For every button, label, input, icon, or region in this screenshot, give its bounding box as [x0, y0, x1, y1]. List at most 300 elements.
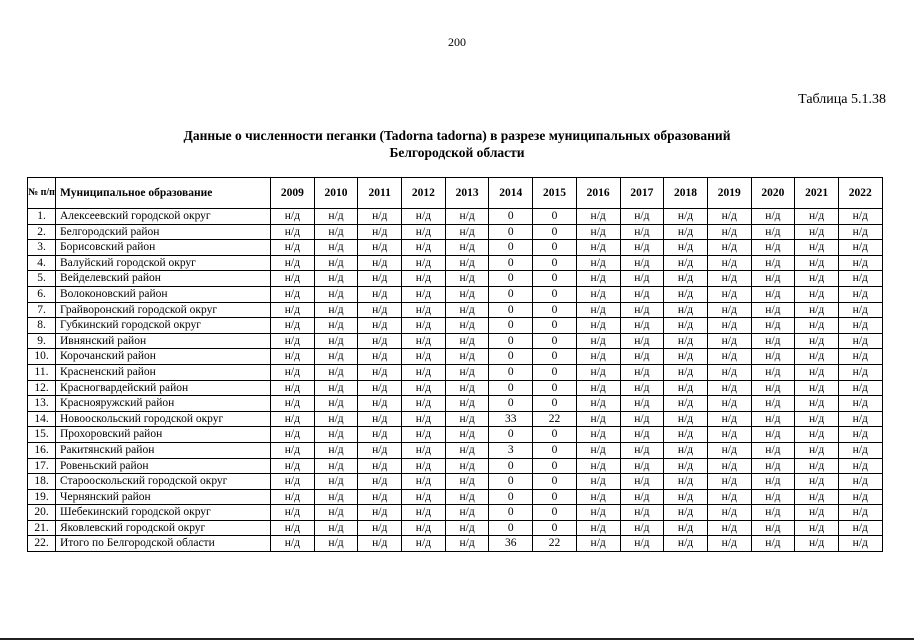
- count-cell: н/д: [664, 442, 708, 458]
- count-cell: н/д: [358, 318, 402, 334]
- count-cell: н/д: [620, 302, 664, 318]
- count-cell: н/д: [271, 458, 315, 474]
- count-cell: н/д: [620, 349, 664, 365]
- count-cell: 0: [533, 209, 577, 225]
- header-year: 2009: [271, 178, 315, 209]
- count-cell: 0: [533, 505, 577, 521]
- count-cell: н/д: [795, 505, 839, 521]
- count-cell: н/д: [576, 489, 620, 505]
- row-number: 1.: [28, 209, 56, 225]
- count-cell: н/д: [402, 318, 446, 334]
- population-table: [27, 177, 883, 552]
- count-cell: н/д: [358, 520, 402, 536]
- municipality-name: Корочанский район: [56, 349, 271, 365]
- row-number: 11.: [28, 364, 56, 380]
- count-cell: н/д: [620, 255, 664, 271]
- count-cell: н/д: [271, 505, 315, 521]
- count-cell: н/д: [707, 286, 751, 302]
- count-cell: н/д: [576, 396, 620, 412]
- count-cell: н/д: [795, 271, 839, 287]
- count-cell: н/д: [402, 271, 446, 287]
- table-row: [28, 333, 883, 349]
- count-cell: н/д: [664, 520, 708, 536]
- count-cell: н/д: [314, 286, 358, 302]
- row-number: 4.: [28, 255, 56, 271]
- count-cell: н/д: [314, 505, 358, 521]
- municipality-name: Чернянский район: [56, 489, 271, 505]
- count-cell: н/д: [314, 349, 358, 365]
- count-cell: н/д: [707, 474, 751, 490]
- municipality-name: Грайворонский городской округ: [56, 302, 271, 318]
- municipality-name: Ракитянский район: [56, 442, 271, 458]
- count-cell: н/д: [576, 411, 620, 427]
- row-number: 22.: [28, 536, 56, 552]
- count-cell: н/д: [358, 458, 402, 474]
- count-cell: н/д: [751, 489, 795, 505]
- count-cell: н/д: [445, 349, 489, 365]
- document-title: [0, 127, 914, 161]
- count-cell: н/д: [751, 333, 795, 349]
- row-number: 15.: [28, 427, 56, 443]
- count-cell: н/д: [271, 520, 315, 536]
- count-cell: н/д: [707, 411, 751, 427]
- count-cell: н/д: [795, 474, 839, 490]
- count-cell: н/д: [576, 286, 620, 302]
- row-number: 8.: [28, 318, 56, 334]
- count-cell: н/д: [664, 318, 708, 334]
- count-cell: н/д: [795, 380, 839, 396]
- count-cell: н/д: [795, 333, 839, 349]
- header-year: 2013: [445, 178, 489, 209]
- count-cell: н/д: [751, 302, 795, 318]
- count-cell: 33: [489, 411, 533, 427]
- municipality-name: Борисовский район: [56, 240, 271, 256]
- municipality-name: Волоконовский район: [56, 286, 271, 302]
- municipality-name: Прохоровский район: [56, 427, 271, 443]
- count-cell: н/д: [838, 318, 882, 334]
- header-year: 2017: [620, 178, 664, 209]
- municipality-name: Валуйский городской округ: [56, 255, 271, 271]
- count-cell: н/д: [576, 240, 620, 256]
- municipality-name: Белгородский район: [56, 224, 271, 240]
- count-cell: н/д: [707, 271, 751, 287]
- count-cell: 0: [489, 427, 533, 443]
- count-cell: н/д: [838, 364, 882, 380]
- count-cell: н/д: [314, 427, 358, 443]
- title-line-1: Данные о численности пеганки (Tadorna tadorna) в разрезе муниципальных образований: [183, 128, 731, 143]
- count-cell: н/д: [795, 318, 839, 334]
- row-number: 6.: [28, 286, 56, 302]
- count-cell: н/д: [402, 380, 446, 396]
- count-cell: 0: [533, 474, 577, 490]
- count-cell: н/д: [358, 380, 402, 396]
- municipality-name: Ровеньский район: [56, 458, 271, 474]
- count-cell: н/д: [707, 380, 751, 396]
- count-cell: н/д: [751, 536, 795, 552]
- count-cell: н/д: [271, 536, 315, 552]
- count-cell: н/д: [576, 536, 620, 552]
- count-cell: н/д: [358, 474, 402, 490]
- count-cell: 0: [489, 333, 533, 349]
- municipality-name: Новооскольский городской округ: [56, 411, 271, 427]
- count-cell: н/д: [271, 255, 315, 271]
- count-cell: 0: [533, 442, 577, 458]
- count-cell: н/д: [314, 411, 358, 427]
- count-cell: н/д: [664, 458, 708, 474]
- count-cell: н/д: [751, 318, 795, 334]
- count-cell: н/д: [707, 224, 751, 240]
- count-cell: н/д: [795, 209, 839, 225]
- count-cell: н/д: [707, 442, 751, 458]
- count-cell: н/д: [402, 255, 446, 271]
- count-cell: н/д: [838, 224, 882, 240]
- count-cell: н/д: [838, 458, 882, 474]
- page-number: 200: [448, 35, 466, 49]
- count-cell: н/д: [271, 442, 315, 458]
- row-number: 17.: [28, 458, 56, 474]
- count-cell: 0: [489, 240, 533, 256]
- row-number: 21.: [28, 520, 56, 536]
- count-cell: н/д: [664, 411, 708, 427]
- count-cell: н/д: [664, 474, 708, 490]
- count-cell: н/д: [620, 271, 664, 287]
- count-cell: н/д: [314, 396, 358, 412]
- count-cell: н/д: [751, 411, 795, 427]
- count-cell: н/д: [707, 333, 751, 349]
- count-cell: н/д: [445, 271, 489, 287]
- count-cell: 0: [533, 302, 577, 318]
- count-cell: н/д: [751, 427, 795, 443]
- count-cell: н/д: [445, 427, 489, 443]
- header-year: 2011: [358, 178, 402, 209]
- count-cell: 0: [533, 224, 577, 240]
- count-cell: н/д: [271, 364, 315, 380]
- count-cell: н/д: [271, 286, 315, 302]
- count-cell: н/д: [707, 536, 751, 552]
- count-cell: н/д: [620, 474, 664, 490]
- count-cell: н/д: [795, 349, 839, 365]
- count-cell: н/д: [620, 380, 664, 396]
- row-number: 19.: [28, 489, 56, 505]
- count-cell: н/д: [707, 427, 751, 443]
- row-number: 10.: [28, 349, 56, 365]
- table-row: [28, 411, 883, 427]
- count-cell: н/д: [664, 364, 708, 380]
- count-cell: н/д: [664, 427, 708, 443]
- count-cell: н/д: [402, 349, 446, 365]
- count-cell: н/д: [402, 209, 446, 225]
- count-cell: н/д: [576, 271, 620, 287]
- count-cell: н/д: [445, 411, 489, 427]
- count-cell: н/д: [576, 255, 620, 271]
- count-cell: н/д: [795, 396, 839, 412]
- count-cell: н/д: [445, 396, 489, 412]
- table-row: [28, 536, 883, 552]
- count-cell: н/д: [445, 333, 489, 349]
- count-cell: н/д: [838, 286, 882, 302]
- count-cell: н/д: [620, 396, 664, 412]
- header-municipality: Муниципальное образование: [56, 178, 271, 209]
- count-cell: н/д: [707, 505, 751, 521]
- table-row: [28, 489, 883, 505]
- count-cell: 0: [489, 302, 533, 318]
- count-cell: н/д: [576, 458, 620, 474]
- count-cell: н/д: [838, 474, 882, 490]
- count-cell: 3: [489, 442, 533, 458]
- count-cell: н/д: [314, 458, 358, 474]
- count-cell: н/д: [751, 520, 795, 536]
- count-cell: 0: [533, 318, 577, 334]
- count-cell: н/д: [795, 427, 839, 443]
- count-cell: 0: [533, 286, 577, 302]
- count-cell: н/д: [271, 271, 315, 287]
- count-cell: 0: [489, 209, 533, 225]
- count-cell: н/д: [445, 442, 489, 458]
- table-row: [28, 209, 883, 225]
- table-row: [28, 364, 883, 380]
- count-cell: н/д: [838, 255, 882, 271]
- title-line-2: Белгородской области: [389, 145, 525, 160]
- count-cell: н/д: [445, 318, 489, 334]
- count-cell: н/д: [445, 536, 489, 552]
- count-cell: н/д: [664, 333, 708, 349]
- count-cell: н/д: [664, 380, 708, 396]
- count-cell: н/д: [664, 396, 708, 412]
- count-cell: н/д: [314, 442, 358, 458]
- municipality-name: Губкинский городской округ: [56, 318, 271, 334]
- count-cell: н/д: [576, 349, 620, 365]
- count-cell: н/д: [358, 333, 402, 349]
- municipality-name: Вейделевский район: [56, 271, 271, 287]
- count-cell: 36: [489, 536, 533, 552]
- count-cell: н/д: [576, 302, 620, 318]
- row-number: 2.: [28, 224, 56, 240]
- count-cell: н/д: [445, 286, 489, 302]
- count-cell: н/д: [271, 474, 315, 490]
- row-number: 13.: [28, 396, 56, 412]
- count-cell: н/д: [358, 349, 402, 365]
- count-cell: н/д: [838, 271, 882, 287]
- count-cell: н/д: [445, 474, 489, 490]
- count-cell: н/д: [751, 396, 795, 412]
- row-number: 5.: [28, 271, 56, 287]
- count-cell: н/д: [751, 442, 795, 458]
- count-cell: н/д: [664, 209, 708, 225]
- municipality-name: Старооскольский городской округ: [56, 474, 271, 490]
- population-table-container: [27, 177, 883, 552]
- count-cell: н/д: [358, 286, 402, 302]
- municipality-name: Алексеевский городской округ: [56, 209, 271, 225]
- count-cell: н/д: [358, 427, 402, 443]
- count-cell: н/д: [314, 489, 358, 505]
- count-cell: н/д: [620, 536, 664, 552]
- count-cell: н/д: [620, 442, 664, 458]
- count-cell: н/д: [751, 271, 795, 287]
- row-number: 14.: [28, 411, 56, 427]
- count-cell: н/д: [707, 520, 751, 536]
- count-cell: н/д: [838, 302, 882, 318]
- count-cell: н/д: [751, 240, 795, 256]
- header-year: 2015: [533, 178, 577, 209]
- count-cell: н/д: [664, 505, 708, 521]
- count-cell: 0: [533, 520, 577, 536]
- count-cell: н/д: [707, 489, 751, 505]
- count-cell: н/д: [751, 255, 795, 271]
- count-cell: н/д: [271, 396, 315, 412]
- header-year: 2021: [795, 178, 839, 209]
- count-cell: 0: [533, 427, 577, 443]
- table-row: [28, 505, 883, 521]
- table-row: [28, 458, 883, 474]
- table-row: [28, 427, 883, 443]
- count-cell: 0: [489, 474, 533, 490]
- count-cell: н/д: [314, 536, 358, 552]
- count-cell: н/д: [358, 411, 402, 427]
- count-cell: н/д: [707, 396, 751, 412]
- count-cell: н/д: [838, 427, 882, 443]
- table-row: [28, 442, 883, 458]
- count-cell: 0: [489, 349, 533, 365]
- count-cell: н/д: [358, 302, 402, 318]
- municipality-name: Ивнянский район: [56, 333, 271, 349]
- count-cell: н/д: [795, 411, 839, 427]
- count-cell: н/д: [751, 458, 795, 474]
- count-cell: н/д: [402, 396, 446, 412]
- count-cell: н/д: [314, 240, 358, 256]
- header-row: [28, 178, 883, 209]
- count-cell: 0: [533, 240, 577, 256]
- count-cell: н/д: [838, 442, 882, 458]
- count-cell: н/д: [576, 520, 620, 536]
- count-cell: 0: [533, 458, 577, 474]
- count-cell: н/д: [620, 505, 664, 521]
- header-year: 2019: [707, 178, 751, 209]
- count-cell: н/д: [838, 505, 882, 521]
- count-cell: н/д: [838, 411, 882, 427]
- count-cell: н/д: [445, 505, 489, 521]
- count-cell: 0: [489, 255, 533, 271]
- table-row: [28, 520, 883, 536]
- count-cell: н/д: [751, 505, 795, 521]
- municipality-name: Красненский район: [56, 364, 271, 380]
- table-row: [28, 349, 883, 365]
- count-cell: н/д: [751, 224, 795, 240]
- count-cell: н/д: [838, 349, 882, 365]
- count-cell: н/д: [445, 489, 489, 505]
- count-cell: н/д: [795, 302, 839, 318]
- row-number: 9.: [28, 333, 56, 349]
- row-number: 12.: [28, 380, 56, 396]
- municipality-name: Яковлевский городской округ: [56, 520, 271, 536]
- count-cell: н/д: [314, 318, 358, 334]
- count-cell: н/д: [751, 349, 795, 365]
- count-cell: н/д: [358, 505, 402, 521]
- header-year: 2010: [314, 178, 358, 209]
- count-cell: н/д: [402, 458, 446, 474]
- count-cell: н/д: [795, 286, 839, 302]
- table-row: [28, 380, 883, 396]
- count-cell: н/д: [664, 240, 708, 256]
- count-cell: н/д: [664, 255, 708, 271]
- count-cell: н/д: [838, 333, 882, 349]
- row-number: 20.: [28, 505, 56, 521]
- count-cell: н/д: [358, 209, 402, 225]
- table-row: [28, 474, 883, 490]
- count-cell: н/д: [314, 271, 358, 287]
- count-cell: н/д: [576, 442, 620, 458]
- count-cell: н/д: [620, 427, 664, 443]
- count-cell: 0: [533, 380, 577, 396]
- count-cell: н/д: [358, 396, 402, 412]
- count-cell: н/д: [707, 349, 751, 365]
- count-cell: н/д: [576, 505, 620, 521]
- count-cell: н/д: [620, 458, 664, 474]
- count-cell: н/д: [271, 333, 315, 349]
- count-cell: н/д: [707, 240, 751, 256]
- count-cell: н/д: [707, 458, 751, 474]
- table-row: [28, 396, 883, 412]
- table-body: [28, 209, 883, 552]
- count-cell: н/д: [358, 536, 402, 552]
- header-year: 2020: [751, 178, 795, 209]
- count-cell: н/д: [838, 380, 882, 396]
- count-cell: н/д: [271, 411, 315, 427]
- count-cell: н/д: [402, 536, 446, 552]
- count-cell: н/д: [402, 520, 446, 536]
- count-cell: н/д: [707, 209, 751, 225]
- count-cell: 0: [489, 364, 533, 380]
- count-cell: 0: [489, 396, 533, 412]
- table-row: [28, 271, 883, 287]
- header-year: 2014: [489, 178, 533, 209]
- table-row: [28, 318, 883, 334]
- row-number: 16.: [28, 442, 56, 458]
- count-cell: 0: [489, 318, 533, 334]
- count-cell: н/д: [620, 411, 664, 427]
- count-cell: н/д: [620, 364, 664, 380]
- count-cell: н/д: [445, 520, 489, 536]
- count-cell: н/д: [402, 505, 446, 521]
- count-cell: 0: [533, 271, 577, 287]
- row-number: 7.: [28, 302, 56, 318]
- municipality-name: Краснояружский район: [56, 396, 271, 412]
- count-cell: н/д: [838, 489, 882, 505]
- count-cell: н/д: [707, 318, 751, 334]
- count-cell: н/д: [620, 489, 664, 505]
- count-cell: 0: [533, 349, 577, 365]
- table-row: [28, 224, 883, 240]
- count-cell: н/д: [402, 489, 446, 505]
- count-cell: н/д: [620, 209, 664, 225]
- header-number: № п/п: [28, 178, 56, 209]
- municipality-name: Красногвардейский район: [56, 380, 271, 396]
- count-cell: н/д: [402, 427, 446, 443]
- count-cell: н/д: [576, 380, 620, 396]
- count-cell: н/д: [271, 224, 315, 240]
- count-cell: н/д: [402, 364, 446, 380]
- count-cell: н/д: [402, 474, 446, 490]
- count-cell: н/д: [576, 427, 620, 443]
- count-cell: 0: [489, 380, 533, 396]
- count-cell: н/д: [402, 411, 446, 427]
- count-cell: н/д: [358, 364, 402, 380]
- count-cell: н/д: [358, 442, 402, 458]
- count-cell: н/д: [795, 255, 839, 271]
- count-cell: н/д: [271, 318, 315, 334]
- count-cell: н/д: [314, 380, 358, 396]
- count-cell: н/д: [576, 333, 620, 349]
- count-cell: н/д: [620, 333, 664, 349]
